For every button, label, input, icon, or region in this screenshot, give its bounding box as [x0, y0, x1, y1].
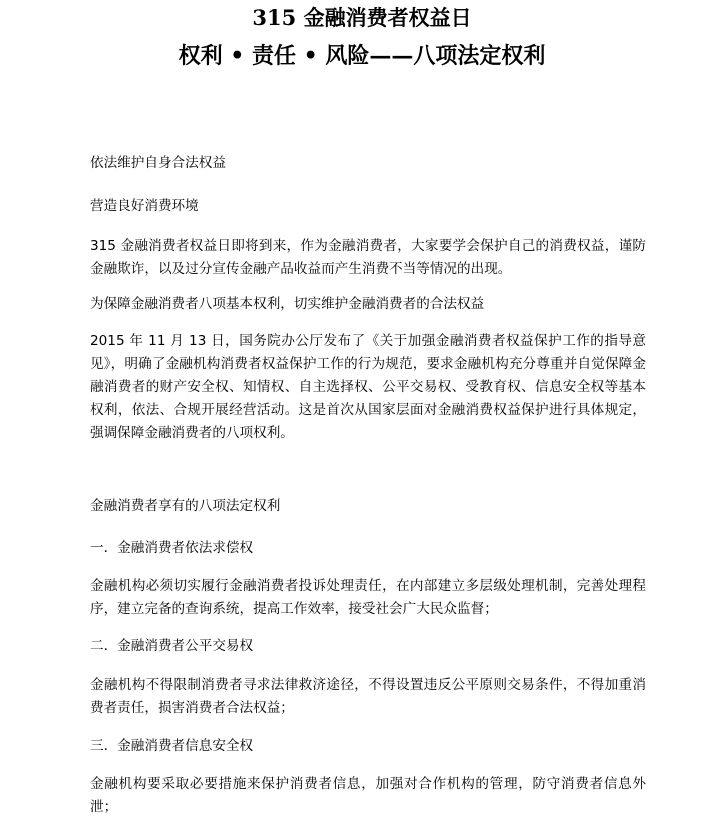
section-heading: 金融消费者享有的八项法定权利: [90, 498, 281, 514]
right-2-heading: 二．金融消费者公平交易权: [90, 638, 254, 654]
document-title: 315 金融消费者权益日: [252, 5, 472, 30]
right-2-body: 金融机构不得限制消费者寻求法律救济途径，不得设置违反公平原则交易条件，不得加重消费者责任，损害消费者合法权益；: [90, 677, 646, 716]
right-1-body: 金融机构必须切实履行金融消费者投诉处理责任，在内部建立多层级处理机制，完善处理程序，建立完备的查询系统，提高工作效率，接受社会广大民众监督；: [90, 578, 646, 617]
purpose-line: 为保障金融消费者八项基本权利，切实维护金融消费者的合法权益: [90, 296, 485, 312]
intro-line-2: 营造良好消费环境: [90, 198, 199, 214]
right-3-body: 金融机构要采取必要措施来保护消费者信息，加强对合作机构的管理，防守消费者信息外泄；: [90, 776, 646, 815]
background-paragraph: 2015 年 11 月 13 日，国务院办公厅发布了《关于加强金融消费者权益保护工作的指导意见》，明确了金融机构消费者权益保护工作的行为规范，要求金融机构充分尊重并自觉保障金融消费者的财产安全权、知情权、自主选择权、公平交易权、受教育权、信息安全权等基本权利，依法、合规开展经营活动。这是首次从国家层面对金融消费权益保护进行具体规定，强调保障金融消费者的八项权利。: [90, 333, 646, 441]
right-1-heading: 一．金融消费者依法求偿权: [90, 540, 254, 556]
right-3-heading: 三．金融消费者信息安全权: [90, 738, 254, 754]
intro-paragraph: 315 金融消费者权益日即将到来，作为金融消费者，大家要学会保护自己的消费权益，谨防金融欺诈，以及过分宣传金融产品收益而产生消费不当等情况的出现。: [90, 238, 646, 277]
intro-line-1: 依法维护自身合法权益: [90, 155, 226, 171]
document-subtitle: 权利 • 责任 • 风险——八项法定权利: [178, 43, 546, 69]
